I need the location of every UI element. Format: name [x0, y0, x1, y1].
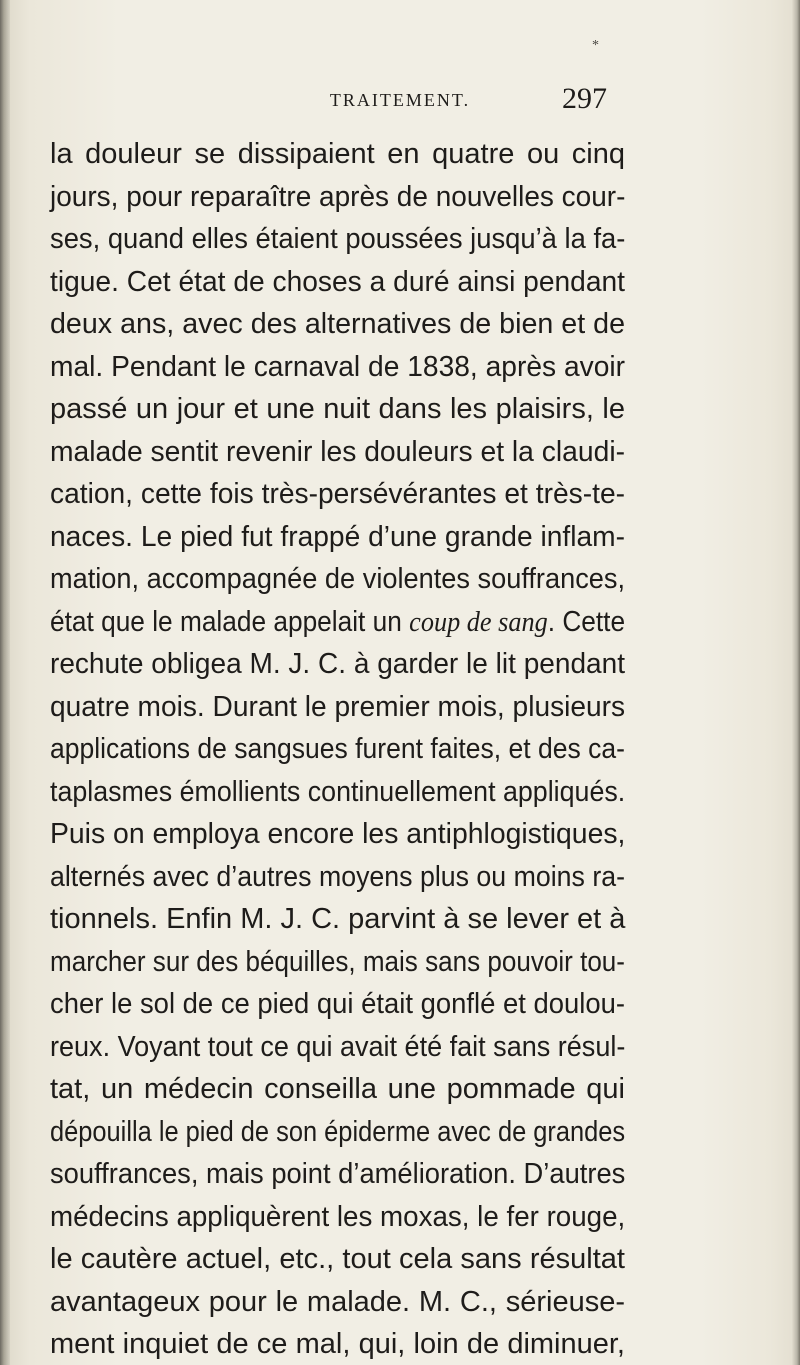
text-segment: . Cette: [547, 605, 626, 638]
running-title: TRAITEMENT.: [329, 90, 471, 110]
text-segment: état que le malade appelait un: [50, 605, 402, 638]
text-line: malade sentit revenir les douleurs et la claudi-: [50, 435, 626, 468]
text-line: mal. Pendant le carnaval de 1838, après avoir: [50, 350, 626, 383]
text-line: la douleur se dissipaient en quatre ou cinq: [50, 138, 625, 170]
text-line: cher le sol de ce pied qui était gonflé et doulou-: [50, 988, 625, 1020]
text-line: le cautère actuel, etc., tout cela sans résultat: [50, 1243, 625, 1275]
text-line: taplasmes émollients continuellement appliqués.: [50, 775, 626, 808]
text-line: dépouilla le pied de son épiderme avec de grandes: [50, 1115, 626, 1148]
text-line: rechute obligea M. J. C. à garder le lit pendant: [50, 648, 626, 680]
printer-mark: *: [592, 38, 599, 53]
text-line-with-italic: [50, 601, 625, 644]
italic-phrase: coup de sang: [409, 605, 548, 638]
body-text: [50, 133, 625, 1365]
text-line: avantageux pour le malade. M. C., sérieuse-: [50, 1285, 625, 1318]
text-line: applications de sangsues furent faites, et des ca-: [50, 733, 625, 765]
text-line: alternés avec d’autres moyens plus ou moins ra-: [50, 860, 626, 893]
text-line: souffrances, mais point d’amélioration. D’autres: [50, 1158, 626, 1190]
text-line: quatre mois. Durant le premier mois, plusieurs: [50, 690, 626, 723]
text-line: naces. Le pied fut frappé d’une grande inflam-: [50, 520, 626, 553]
page-left-edge: [0, 0, 10, 1365]
page-number: 297: [562, 82, 607, 115]
text-line: ses, quand elles étaient poussées jusqu’à la fa-: [50, 223, 626, 255]
text-line: ment inquiet de ce mal, qui, loin de diminuer,: [50, 1328, 625, 1360]
text-line: marcher sur des béquilles, mais sans pouvoir tou-: [50, 945, 625, 978]
text-line: deux ans, avec des alternatives de bien et de: [50, 308, 626, 340]
text-line: médecins appliquèrent les moxas, le fer rouge,: [50, 1200, 626, 1233]
text-line: Puis on employa encore les antiphlogistiques,: [50, 818, 626, 850]
text-line: mation, accompagnée de violentes souffrances,: [50, 563, 626, 595]
page-header: [0, 82, 800, 130]
text-line: tat, un médecin conseilla une pommade qui: [50, 1073, 625, 1105]
text-line: tigue. Cet état de choses a duré ainsi pendant: [50, 265, 626, 298]
text-line: cation, cette fois très-persévérantes et très-te-: [50, 478, 626, 510]
text-line: passé un jour et une nuit dans les plaisirs, le: [50, 393, 625, 425]
text-line: reux. Voyant tout ce qui avait été fait sans résul-: [50, 1030, 626, 1063]
text-line: jours, pour reparaître après de nouvelles cour-: [50, 180, 626, 213]
page-right-edge: [792, 0, 800, 1365]
text-line: tionnels. Enfin M. J. C. parvint à se lever et à: [50, 903, 626, 935]
